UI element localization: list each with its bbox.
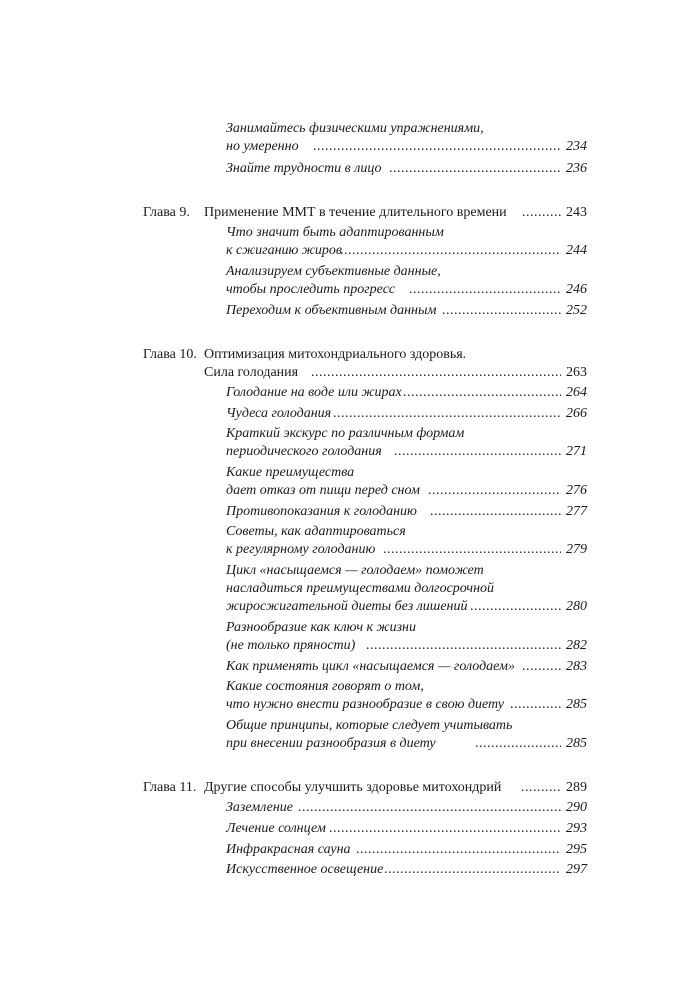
toc-entry-line: Лечение солнцем bbox=[226, 821, 326, 836]
toc-page-number: 295 bbox=[566, 842, 587, 857]
toc-page-number: 234 bbox=[566, 139, 587, 154]
toc-page-number: 244 bbox=[566, 243, 587, 258]
chapter-label: Глава 10. bbox=[143, 347, 197, 362]
toc-entry-line: Что значит быть адаптированным bbox=[226, 225, 444, 240]
toc-entry-line: Заземление bbox=[226, 800, 294, 815]
toc-entry-line: Как применять цикл «насыщаемся — голодаем» bbox=[226, 659, 515, 674]
toc-entry-line: жиросжигательной диеты без лишений bbox=[226, 599, 468, 614]
chapter-title: Сила голодания bbox=[204, 365, 299, 380]
toc-page-number: 290 bbox=[566, 800, 587, 815]
toc-entry-line: к регулярному голоданию bbox=[226, 542, 376, 557]
toc-entry-line: чтобы проследить прогресс bbox=[226, 282, 396, 297]
toc-leader bbox=[430, 503, 561, 521]
toc-entry-line: Голодание на воде или жирах bbox=[226, 385, 402, 400]
toc-leader bbox=[394, 443, 561, 461]
toc-page-number: 277 bbox=[566, 504, 587, 519]
toc-entry-line: (не только пряности) bbox=[226, 638, 356, 653]
toc-leader bbox=[442, 302, 561, 320]
toc-page-number: 280 bbox=[566, 599, 587, 614]
toc-entry-line: Противопоказания к голоданию bbox=[226, 504, 417, 519]
toc-leader bbox=[521, 779, 561, 797]
chapter-label: Глава 9. bbox=[143, 205, 190, 220]
toc-entry-line: Разнообразие как ключ к жизни bbox=[226, 620, 416, 635]
toc-entry-line: Инфракрасная сауна bbox=[226, 842, 351, 857]
toc-leader bbox=[475, 735, 561, 753]
toc-page-number: 297 bbox=[566, 862, 587, 877]
toc-page-number: 276 bbox=[566, 483, 587, 498]
toc-leader bbox=[313, 138, 561, 156]
toc-entry-line: насладиться преимуществами долгосрочной bbox=[226, 581, 495, 596]
toc-leader bbox=[409, 281, 561, 299]
toc-leader bbox=[510, 696, 561, 714]
toc-leader bbox=[298, 799, 561, 817]
toc-page-number: 283 bbox=[566, 659, 587, 674]
toc-page-number: 285 bbox=[566, 736, 587, 751]
toc-entry-line: Переходим к объективным данным bbox=[226, 303, 437, 318]
toc-entry-line: что нужно внести разнообразие в свою диету bbox=[226, 697, 505, 712]
toc-entry-line: Искусственное освещение bbox=[226, 862, 384, 877]
toc-leader bbox=[311, 364, 561, 382]
toc-entry-line: но умеренно bbox=[226, 139, 299, 154]
toc-leader bbox=[340, 242, 561, 260]
toc-page-number: 236 bbox=[566, 161, 587, 176]
toc-page-number: 246 bbox=[566, 282, 587, 297]
toc-page-number: 271 bbox=[566, 444, 587, 459]
toc-entry-line: Занимайтесь физическими упражнениями, bbox=[226, 121, 484, 136]
toc-entry-line: Анализируем субъективные данные, bbox=[226, 264, 441, 279]
toc-leader bbox=[470, 598, 561, 616]
toc-page-number: 266 bbox=[566, 406, 587, 421]
toc-entry-line: Чудеса голодания bbox=[226, 406, 332, 421]
toc-entry-line: Краткий экскурс по различным формам bbox=[226, 426, 465, 441]
toc-leader bbox=[356, 841, 561, 859]
toc-entry-line: к сжиганию жиров bbox=[226, 243, 342, 258]
toc-page-number: 293 bbox=[566, 821, 587, 836]
toc-entry-line: Знайте трудности в лицо bbox=[226, 161, 382, 176]
toc-entry-line: периодического голодания bbox=[226, 444, 382, 459]
chapter-label: Глава 11. bbox=[143, 780, 197, 795]
toc-leader bbox=[333, 405, 561, 423]
toc-page-number: 252 bbox=[566, 303, 587, 318]
toc-leader bbox=[383, 541, 561, 559]
toc-page-number: 263 bbox=[566, 365, 587, 380]
toc-leader bbox=[428, 482, 561, 500]
toc-leader bbox=[522, 204, 561, 222]
toc-entry-line: Какие преимущества bbox=[226, 465, 355, 480]
chapter-title: Применение ММТ в течение длительного времени bbox=[204, 205, 507, 220]
toc-leader bbox=[329, 820, 561, 838]
chapter-title: Другие способы улучшить здоровье митохондрий bbox=[204, 780, 502, 795]
chapter-title: Оптимизация митохондриального здоровья. bbox=[204, 347, 467, 362]
toc-entry-line: Цикл «насыщаемся — голодаем» поможет bbox=[226, 563, 484, 578]
toc-page-number: 282 bbox=[566, 638, 587, 653]
toc-leader bbox=[522, 658, 561, 676]
toc-page-number: 279 bbox=[566, 542, 587, 557]
toc-entry-line: Какие состояния говорят о том, bbox=[226, 679, 424, 694]
toc-leader bbox=[384, 861, 561, 879]
toc-leader bbox=[403, 384, 561, 402]
toc-page-number: 264 bbox=[566, 385, 587, 400]
toc-entry-line: Советы, как адаптироваться bbox=[226, 524, 406, 539]
toc-leader bbox=[366, 637, 561, 655]
toc-page-number: 289 bbox=[566, 780, 587, 795]
toc-page-number: 285 bbox=[566, 697, 587, 712]
toc-entry-line: Общие принципы, которые следует учитывать bbox=[226, 718, 513, 733]
toc-entry-line: дает отказ от пищи перед сном bbox=[226, 483, 420, 498]
toc-entry-line: при внесении разнообразия в диету bbox=[226, 736, 436, 751]
toc-leader bbox=[389, 160, 561, 178]
toc-page-number: 243 bbox=[566, 205, 587, 220]
